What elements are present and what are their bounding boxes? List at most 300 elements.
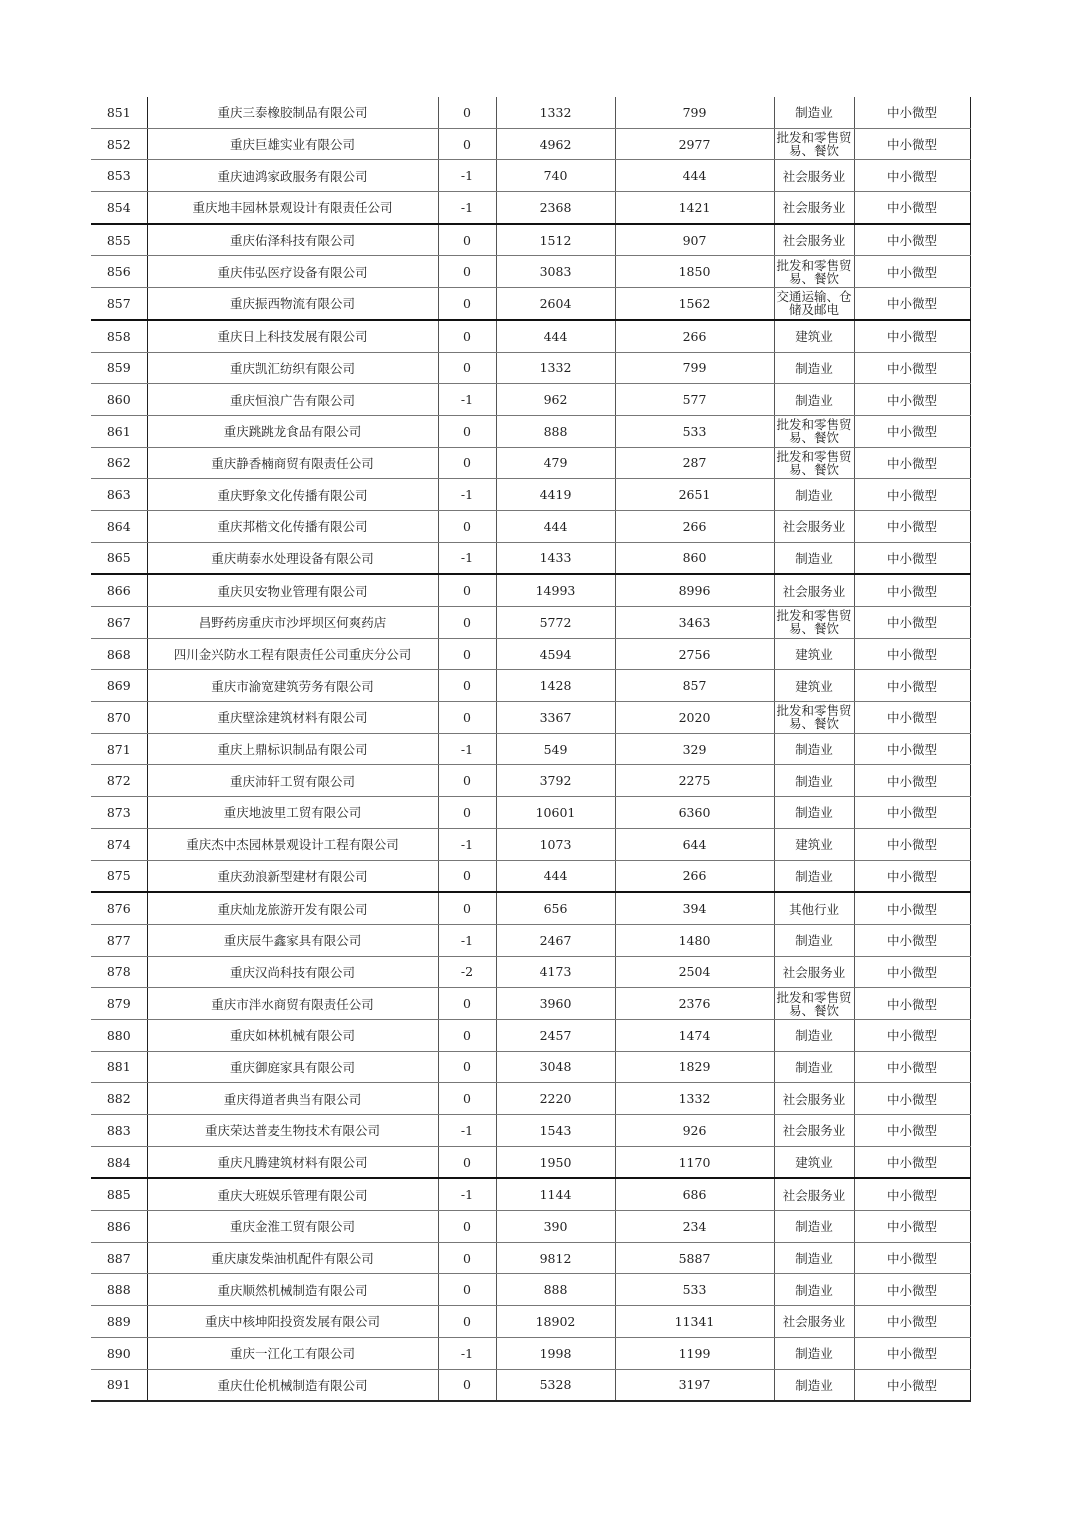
scale-cell: 中小微型: [854, 956, 970, 988]
row-number-cell: 881: [91, 1051, 147, 1083]
table-row: [91, 924, 970, 956]
change-cell: 0: [438, 1211, 496, 1243]
table-row: [91, 160, 970, 192]
company-name-cell: 重庆跳跳龙食品有限公司: [147, 415, 438, 447]
scale-cell: 中小微型: [854, 479, 970, 511]
row-number-cell: 857: [91, 288, 147, 320]
industry-cell: 制造业: [774, 860, 854, 892]
company-name-cell: 重庆杰中杰园林景观设计工程有限公司: [147, 828, 438, 860]
table-row: [91, 1146, 970, 1178]
value-a-cell: 9812: [496, 1242, 615, 1274]
value-b-cell: 1170: [615, 1146, 774, 1178]
industry-cell: [774, 128, 854, 160]
value-a-cell: 1543: [496, 1115, 615, 1147]
table-row: [91, 352, 970, 384]
value-b-cell: 907: [615, 224, 774, 256]
change-cell: 0: [438, 1051, 496, 1083]
company-name-cell: 重庆顺然机械制造有限公司: [147, 1274, 438, 1306]
change-cell: -1: [438, 160, 496, 192]
table-row: [91, 797, 970, 829]
row-number-cell: 888: [91, 1274, 147, 1306]
value-a-cell: 18902: [496, 1306, 615, 1338]
scale-cell: 中小微型: [854, 510, 970, 542]
company-name-cell: 昌野药房重庆市沙坪坝区何爽药店: [147, 607, 438, 639]
value-b-cell: 577: [615, 384, 774, 416]
row-number-cell: 885: [91, 1178, 147, 1210]
company-name-cell: 重庆康发柴油机配件有限公司: [147, 1242, 438, 1274]
value-a-cell: 1144: [496, 1178, 615, 1210]
row-number-cell: 883: [91, 1115, 147, 1147]
scale-cell: 中小微型: [854, 542, 970, 574]
industry-cell: 制造业: [774, 1242, 854, 1274]
industry-cell: 建筑业: [774, 828, 854, 860]
table-row: [91, 670, 970, 702]
scale-cell: 中小微型: [854, 224, 970, 256]
scale-cell: 中小微型: [854, 670, 970, 702]
change-cell: 0: [438, 320, 496, 352]
value-a-cell: 3792: [496, 765, 615, 797]
industry-cell: [774, 288, 854, 320]
table-row: [91, 607, 970, 639]
table-row: [91, 1211, 970, 1243]
industry-text: 批发和零售贸易、餐饮: [776, 131, 852, 158]
industry-cell: [774, 702, 854, 734]
company-name-cell: 重庆上鼎标识制品有限公司: [147, 733, 438, 765]
table-row: [91, 638, 970, 670]
value-a-cell: 4173: [496, 956, 615, 988]
row-number-cell: 861: [91, 415, 147, 447]
change-cell: -1: [438, 1178, 496, 1210]
value-a-cell: 1073: [496, 828, 615, 860]
industry-cell: 制造业: [774, 1211, 854, 1243]
value-a-cell: 962: [496, 384, 615, 416]
scale-cell: 中小微型: [854, 733, 970, 765]
industry-text: 交通运输、仓储及邮电: [776, 290, 852, 317]
company-name-cell: 重庆地波里工贸有限公司: [147, 797, 438, 829]
industry-cell: 制造业: [774, 1274, 854, 1306]
industry-cell: 社会服务业: [774, 510, 854, 542]
row-number-cell: 868: [91, 638, 147, 670]
company-name-cell: 重庆汉尚科技有限公司: [147, 956, 438, 988]
company-name-cell: 重庆荣达普麦生物技术有限公司: [147, 1115, 438, 1147]
company-name-cell: 重庆辰牛鑫家具有限公司: [147, 924, 438, 956]
company-name-cell: 重庆如林机械有限公司: [147, 1019, 438, 1051]
table-row: [91, 828, 970, 860]
change-cell: -1: [438, 733, 496, 765]
value-b-cell: 2275: [615, 765, 774, 797]
scale-cell: 中小微型: [854, 638, 970, 670]
scale-cell: 中小微型: [854, 574, 970, 606]
row-number-cell: 867: [91, 607, 147, 639]
value-b-cell: 3463: [615, 607, 774, 639]
industry-text: 批发和零售贸易、餐饮: [776, 990, 852, 1017]
value-b-cell: 394: [615, 892, 774, 924]
value-a-cell: 2467: [496, 924, 615, 956]
company-name-cell: 重庆凡腾建筑材料有限公司: [147, 1146, 438, 1178]
value-b-cell: 2977: [615, 128, 774, 160]
value-b-cell: 1474: [615, 1019, 774, 1051]
row-number-cell: 858: [91, 320, 147, 352]
scale-cell: 中小微型: [854, 892, 970, 924]
value-b-cell: 266: [615, 860, 774, 892]
industry-cell: [774, 988, 854, 1020]
scale-cell: 中小微型: [854, 97, 970, 128]
change-cell: 0: [438, 797, 496, 829]
change-cell: 0: [438, 510, 496, 542]
value-b-cell: 1480: [615, 924, 774, 956]
table-row: [91, 988, 970, 1020]
table-row: [91, 510, 970, 542]
company-name-cell: 重庆贝安物业管理有限公司: [147, 574, 438, 606]
row-number-cell: 890: [91, 1337, 147, 1369]
company-name-cell: 重庆静香楠商贸有限责任公司: [147, 447, 438, 479]
change-cell: 0: [438, 97, 496, 128]
industry-cell: 社会服务业: [774, 574, 854, 606]
change-cell: 0: [438, 638, 496, 670]
value-b-cell: 1562: [615, 288, 774, 320]
change-cell: -1: [438, 542, 496, 574]
industry-cell: 制造业: [774, 479, 854, 511]
change-cell: 0: [438, 415, 496, 447]
change-cell: 0: [438, 1369, 496, 1401]
company-name-cell: 重庆佑泽科技有限公司: [147, 224, 438, 256]
value-b-cell: 860: [615, 542, 774, 574]
scale-cell: 中小微型: [854, 192, 970, 224]
row-number-cell: 891: [91, 1369, 147, 1401]
value-a-cell: 4419: [496, 479, 615, 511]
value-a-cell: 1428: [496, 670, 615, 702]
industry-cell: 建筑业: [774, 670, 854, 702]
value-a-cell: 2368: [496, 192, 615, 224]
industry-cell: 社会服务业: [774, 160, 854, 192]
row-number-cell: 855: [91, 224, 147, 256]
industry-cell: 制造业: [774, 542, 854, 574]
table-row: [91, 256, 970, 288]
industry-cell: 建筑业: [774, 1146, 854, 1178]
value-a-cell: 888: [496, 415, 615, 447]
company-name-cell: 重庆三泰橡胶制品有限公司: [147, 97, 438, 128]
table-row: [91, 1115, 970, 1147]
scale-cell: 中小微型: [854, 765, 970, 797]
table-row: [91, 1019, 970, 1051]
change-cell: -1: [438, 384, 496, 416]
company-name-cell: 重庆大班娱乐管理有限公司: [147, 1178, 438, 1210]
value-a-cell: 3367: [496, 702, 615, 734]
value-b-cell: 644: [615, 828, 774, 860]
change-cell: -2: [438, 956, 496, 988]
row-number-cell: 876: [91, 892, 147, 924]
row-number-cell: 862: [91, 447, 147, 479]
row-number-cell: 882: [91, 1083, 147, 1115]
company-name-cell: 重庆恒浪广告有限公司: [147, 384, 438, 416]
value-a-cell: 2604: [496, 288, 615, 320]
value-a-cell: 10601: [496, 797, 615, 829]
company-name-cell: 重庆壁涂建筑材料有限公司: [147, 702, 438, 734]
value-b-cell: 533: [615, 1274, 774, 1306]
row-number-cell: 872: [91, 765, 147, 797]
scale-cell: 中小微型: [854, 1083, 970, 1115]
industry-cell: 制造业: [774, 352, 854, 384]
industry-text: 批发和零售贸易、餐饮: [776, 418, 852, 445]
value-b-cell: 11341: [615, 1306, 774, 1338]
row-number-cell: 889: [91, 1306, 147, 1338]
row-number-cell: 853: [91, 160, 147, 192]
value-a-cell: 3960: [496, 988, 615, 1020]
table-row: [91, 765, 970, 797]
row-number-cell: 854: [91, 192, 147, 224]
value-b-cell: 926: [615, 1115, 774, 1147]
value-b-cell: 2651: [615, 479, 774, 511]
change-cell: 0: [438, 1146, 496, 1178]
scale-cell: 中小微型: [854, 160, 970, 192]
industry-cell: [774, 256, 854, 288]
scale-cell: 中小微型: [854, 1115, 970, 1147]
table-row: [91, 1083, 970, 1115]
scale-cell: 中小微型: [854, 1369, 970, 1401]
scale-cell: 中小微型: [854, 1337, 970, 1369]
scale-cell: 中小微型: [854, 1178, 970, 1210]
scale-cell: 中小微型: [854, 1051, 970, 1083]
table-row: [91, 224, 970, 256]
row-number-cell: 856: [91, 256, 147, 288]
scale-cell: 中小微型: [854, 1274, 970, 1306]
row-number-cell: 886: [91, 1211, 147, 1243]
industry-cell: [774, 607, 854, 639]
company-name-cell: 重庆野象文化传播有限公司: [147, 479, 438, 511]
scale-cell: 中小微型: [854, 288, 970, 320]
company-name-cell: 重庆仕伦机械制造有限公司: [147, 1369, 438, 1401]
change-cell: 0: [438, 256, 496, 288]
company-name-cell: 重庆劲浪新型建材有限公司: [147, 860, 438, 892]
table-row: [91, 1178, 970, 1210]
change-cell: -1: [438, 479, 496, 511]
company-name-cell: 重庆振西物流有限公司: [147, 288, 438, 320]
scale-cell: 中小微型: [854, 352, 970, 384]
value-a-cell: 549: [496, 733, 615, 765]
table-row: [91, 192, 970, 224]
value-b-cell: 686: [615, 1178, 774, 1210]
row-number-cell: 878: [91, 956, 147, 988]
company-name-cell: 四川金兴防水工程有限责任公司重庆分公司: [147, 638, 438, 670]
change-cell: 0: [438, 607, 496, 639]
table-row: [91, 1369, 970, 1401]
table-body: [91, 97, 970, 1401]
change-cell: 0: [438, 892, 496, 924]
scale-cell: 中小微型: [854, 860, 970, 892]
change-cell: 0: [438, 1306, 496, 1338]
change-cell: 0: [438, 128, 496, 160]
value-a-cell: 479: [496, 447, 615, 479]
value-a-cell: 740: [496, 160, 615, 192]
change-cell: -1: [438, 1115, 496, 1147]
value-a-cell: 1332: [496, 352, 615, 384]
value-a-cell: 1950: [496, 1146, 615, 1178]
value-a-cell: 1512: [496, 224, 615, 256]
industry-cell: 制造业: [774, 924, 854, 956]
value-b-cell: 799: [615, 97, 774, 128]
value-a-cell: 444: [496, 510, 615, 542]
row-number-cell: 859: [91, 352, 147, 384]
scale-cell: 中小微型: [854, 320, 970, 352]
change-cell: -1: [438, 192, 496, 224]
industry-cell: 社会服务业: [774, 1115, 854, 1147]
table-row: [91, 892, 970, 924]
row-number-cell: 866: [91, 574, 147, 606]
value-b-cell: 266: [615, 510, 774, 542]
value-a-cell: 5772: [496, 607, 615, 639]
company-name-cell: 重庆邦楷文化传播有限公司: [147, 510, 438, 542]
scale-cell: 中小微型: [854, 988, 970, 1020]
scale-cell: 中小微型: [854, 1019, 970, 1051]
scale-cell: 中小微型: [854, 1306, 970, 1338]
company-name-cell: 重庆得道者典当有限公司: [147, 1083, 438, 1115]
industry-cell: 社会服务业: [774, 1083, 854, 1115]
value-a-cell: 656: [496, 892, 615, 924]
table-row: [91, 97, 970, 128]
value-b-cell: 8996: [615, 574, 774, 606]
value-a-cell: 4594: [496, 638, 615, 670]
value-b-cell: 444: [615, 160, 774, 192]
table-row: [91, 128, 970, 160]
value-a-cell: 1433: [496, 542, 615, 574]
company-name-cell: 重庆巨雄实业有限公司: [147, 128, 438, 160]
scale-cell: 中小微型: [854, 828, 970, 860]
table-row: [91, 1274, 970, 1306]
value-a-cell: 390: [496, 1211, 615, 1243]
scale-cell: 中小微型: [854, 415, 970, 447]
industry-cell: 社会服务业: [774, 1178, 854, 1210]
company-name-cell: 重庆日上科技发展有限公司: [147, 320, 438, 352]
value-b-cell: 1850: [615, 256, 774, 288]
value-a-cell: 14993: [496, 574, 615, 606]
table-row: [91, 447, 970, 479]
company-name-cell: 重庆凯汇纺织有限公司: [147, 352, 438, 384]
change-cell: 0: [438, 1274, 496, 1306]
value-a-cell: 2457: [496, 1019, 615, 1051]
row-number-cell: 880: [91, 1019, 147, 1051]
company-name-cell: 重庆中核坤阳投资发展有限公司: [147, 1306, 438, 1338]
value-b-cell: 234: [615, 1211, 774, 1243]
row-number-cell: 887: [91, 1242, 147, 1274]
change-cell: -1: [438, 828, 496, 860]
industry-text: 批发和零售贸易、餐饮: [776, 704, 852, 731]
company-name-cell: 重庆金淮工贸有限公司: [147, 1211, 438, 1243]
value-a-cell: 1332: [496, 97, 615, 128]
row-number-cell: 851: [91, 97, 147, 128]
scale-cell: 中小微型: [854, 447, 970, 479]
table-row: [91, 479, 970, 511]
change-cell: -1: [438, 1337, 496, 1369]
scale-cell: 中小微型: [854, 607, 970, 639]
value-a-cell: 3048: [496, 1051, 615, 1083]
scale-cell: 中小微型: [854, 256, 970, 288]
table-row: [91, 1306, 970, 1338]
row-number-cell: 874: [91, 828, 147, 860]
change-cell: -1: [438, 924, 496, 956]
value-a-cell: 444: [496, 320, 615, 352]
industry-cell: 建筑业: [774, 320, 854, 352]
row-number-cell: 863: [91, 479, 147, 511]
table-row: [91, 288, 970, 320]
industry-text: 批发和零售贸易、餐饮: [776, 258, 852, 285]
industry-cell: 建筑业: [774, 638, 854, 670]
row-number-cell: 864: [91, 510, 147, 542]
company-name-cell: 重庆一江化工有限公司: [147, 1337, 438, 1369]
company-name-cell: 重庆萌泰水处理设备有限公司: [147, 542, 438, 574]
table-row: [91, 1337, 970, 1369]
scale-cell: 中小微型: [854, 797, 970, 829]
table-row: [91, 702, 970, 734]
change-cell: 0: [438, 860, 496, 892]
industry-cell: 制造业: [774, 797, 854, 829]
value-b-cell: 1332: [615, 1083, 774, 1115]
industry-cell: 制造业: [774, 733, 854, 765]
value-b-cell: 2376: [615, 988, 774, 1020]
row-number-cell: 852: [91, 128, 147, 160]
industry-cell: 社会服务业: [774, 1306, 854, 1338]
industry-cell: [774, 447, 854, 479]
row-number-cell: 884: [91, 1146, 147, 1178]
industry-cell: 制造业: [774, 97, 854, 128]
value-b-cell: 329: [615, 733, 774, 765]
row-number-cell: 877: [91, 924, 147, 956]
change-cell: 0: [438, 1019, 496, 1051]
value-b-cell: 1199: [615, 1337, 774, 1369]
value-b-cell: 1829: [615, 1051, 774, 1083]
industry-cell: 制造业: [774, 1051, 854, 1083]
value-b-cell: 2020: [615, 702, 774, 734]
value-b-cell: 799: [615, 352, 774, 384]
company-name-cell: 重庆灿龙旅游开发有限公司: [147, 892, 438, 924]
table-row: [91, 320, 970, 352]
industry-cell: 制造业: [774, 765, 854, 797]
scale-cell: 中小微型: [854, 1211, 970, 1243]
industry-cell: 其他行业: [774, 892, 854, 924]
table-row: [91, 384, 970, 416]
table-row: [91, 1242, 970, 1274]
row-number-cell: 871: [91, 733, 147, 765]
scale-cell: 中小微型: [854, 1146, 970, 1178]
industry-cell: 制造业: [774, 1369, 854, 1401]
table-row: [91, 574, 970, 606]
change-cell: 0: [438, 288, 496, 320]
table-row: [91, 1051, 970, 1083]
value-b-cell: 533: [615, 415, 774, 447]
value-b-cell: 266: [615, 320, 774, 352]
row-number-cell: 869: [91, 670, 147, 702]
change-cell: 0: [438, 988, 496, 1020]
change-cell: 0: [438, 670, 496, 702]
scale-cell: 中小微型: [854, 924, 970, 956]
industry-cell: 制造业: [774, 1019, 854, 1051]
company-name-cell: 重庆伟弘医疗设备有限公司: [147, 256, 438, 288]
company-table: [91, 97, 971, 1402]
table-row: [91, 415, 970, 447]
scale-cell: 中小微型: [854, 384, 970, 416]
row-number-cell: 873: [91, 797, 147, 829]
change-cell: 0: [438, 1242, 496, 1274]
change-cell: 0: [438, 574, 496, 606]
industry-cell: 社会服务业: [774, 956, 854, 988]
change-cell: 0: [438, 702, 496, 734]
change-cell: 0: [438, 352, 496, 384]
company-name-cell: 重庆御庭家具有限公司: [147, 1051, 438, 1083]
row-number-cell: 870: [91, 702, 147, 734]
table-row: [91, 860, 970, 892]
scale-cell: 中小微型: [854, 702, 970, 734]
industry-cell: 社会服务业: [774, 224, 854, 256]
change-cell: 0: [438, 447, 496, 479]
